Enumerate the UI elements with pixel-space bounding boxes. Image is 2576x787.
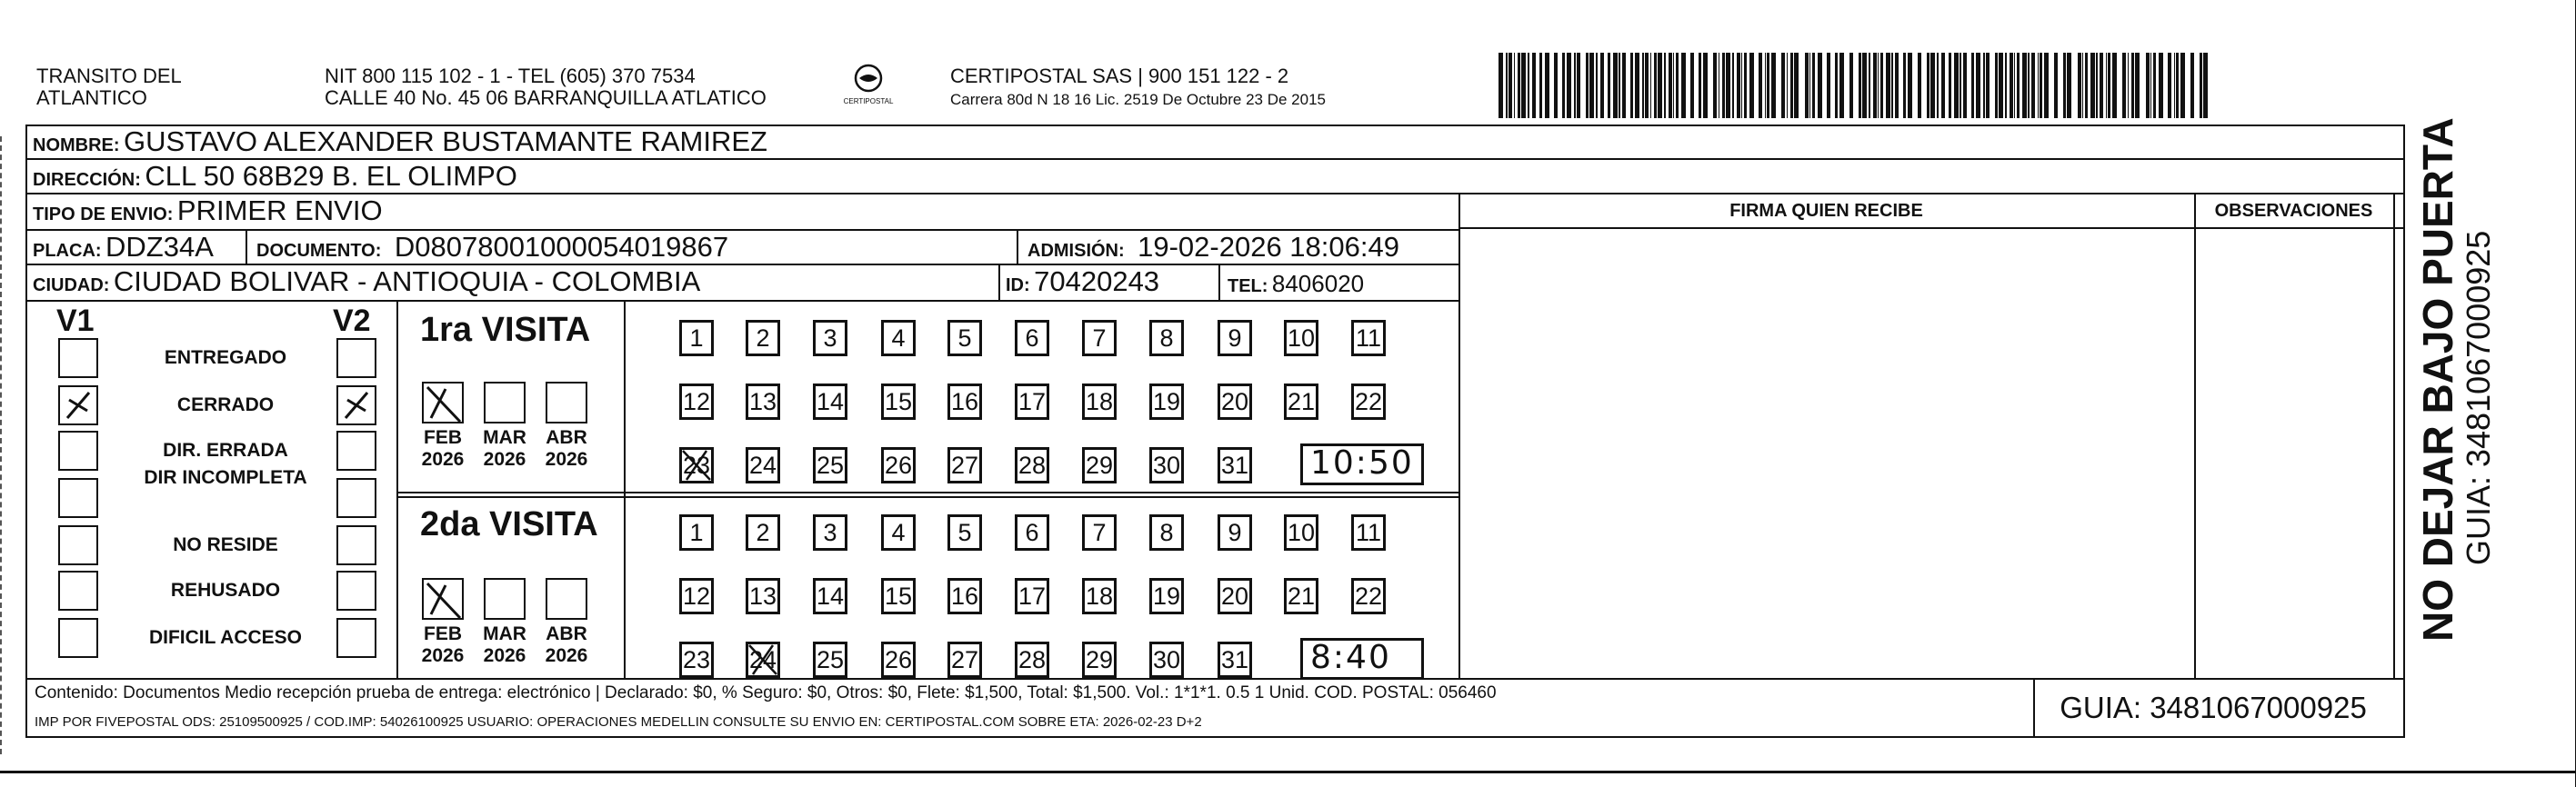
second-visit-day-6[interactable]: 6 [1015,514,1049,551]
first-visit-day-19[interactable]: 19 [1149,384,1184,420]
tipo-envio-row: TIPO DE ENVIO: PRIMER ENVIO [33,194,383,226]
month-name: FEB [424,623,462,644]
second-visit-day-7[interactable]: 7 [1082,514,1117,551]
placa-value: DDZ34A [105,231,214,263]
v1-checkbox-3[interactable] [58,431,98,471]
first-visit-time-box[interactable] [1300,443,1424,485]
first-visit-day-22[interactable]: 22 [1351,384,1386,420]
observaciones-header: OBSERVACIONES [2214,201,2373,221]
first-visit-day-30[interactable]: 30 [1149,447,1184,483]
second-visit-day-29[interactable]: 29 [1082,642,1117,678]
reason-label: DIFICIL ACCESO [148,627,302,648]
v2-checkbox-2[interactable] [336,385,376,425]
certipostal-logo [841,62,896,107]
month-name: ABR [546,623,587,644]
v1-checkbox-6[interactable] [58,571,98,611]
month-year: 2026 [545,645,588,666]
first-visit-day-18[interactable]: 18 [1082,384,1117,420]
tel-value: 8406020 [1271,270,1365,297]
first-visit-day-14[interactable]: 14 [813,384,847,420]
documento-row: DOCUMENTO: D08078001000054019867 [256,231,729,263]
second-visit-time: 8:40 [1310,639,1391,676]
first-visit-day-13[interactable]: 13 [746,384,780,420]
first-visit-day-5[interactable]: 5 [947,320,982,356]
first-visit-day-7[interactable]: 7 [1082,320,1117,356]
first-visit-day-17[interactable]: 17 [1015,384,1049,420]
v1-checkbox-7[interactable] [58,618,98,658]
admision-row: ADMISIÓN: 19-02-2026 18:06:49 [1027,231,1399,263]
first-visit-day-11[interactable]: 11 [1351,320,1386,356]
side-notice [2415,117,2497,642]
second-visit-day-1[interactable]: 1 [679,514,714,551]
direccion-value: CLL 50 68B29 B. EL OLIMPO [145,160,517,192]
first-visit-day-20[interactable]: 20 [1218,384,1252,420]
first-visit-day-15[interactable]: 15 [881,384,916,420]
first-visit-day-1[interactable]: 1 [679,320,714,356]
v2-checkbox-1[interactable] [336,338,376,378]
first-visit-time: 10:50 [1310,444,1414,482]
second-visit-day-3[interactable]: 3 [813,514,847,551]
month-name: ABR [546,427,587,448]
first-visit-day-21[interactable]: 21 [1284,384,1318,420]
first-visit-month-box[interactable] [484,382,526,423]
v1-label: V1 [56,304,95,338]
guia-box: GUIA: 3481067000925 [2060,691,2367,724]
v2-checkbox-7[interactable] [336,618,376,658]
first-visit-day-25[interactable]: 25 [813,447,847,483]
barcode [1498,53,2208,118]
second-visit-day-16[interactable]: 16 [947,578,982,614]
second-visit-month-box[interactable] [546,578,587,620]
first-visit-month-box[interactable] [422,382,464,423]
second-visit-day-10[interactable]: 10 [1284,514,1318,551]
first-visit-day-31[interactable]: 31 [1218,447,1252,483]
second-visit-day-15[interactable]: 15 [881,578,916,614]
imp-line: IMP POR FIVEPOSTAL ODS: 25109500925 / COD.IMP: 54026100925 USUARIO: OPERACIONES MEDELLIN CONSULTE SU ENVIO EN: CERTIPOSTAL.COM SOBRE ETA: 2026-02-23 D+2 [35,714,1202,730]
v1-checkbox-4[interactable] [58,478,98,518]
first-visit-day-27[interactable]: 27 [947,447,982,483]
second-visit-day-27[interactable]: 27 [947,642,982,678]
month-year: 2026 [545,449,588,470]
reason-label: DIR INCOMPLETA [144,467,307,488]
v2-checkbox-6[interactable] [336,571,376,611]
second-visit-day-19[interactable]: 19 [1149,578,1184,614]
v2-checkbox-5[interactable] [336,525,376,565]
month-year: 2026 [421,645,465,666]
nombre-row: NOMBRE: GUSTAVO ALEXANDER BUSTAMANTE RAMIREZ [33,125,767,157]
second-visit-day-22[interactable]: 22 [1351,578,1386,614]
second-visit-day-20[interactable]: 20 [1218,578,1252,614]
no-dejar-text: NO DEJAR BAJO PUERTA [2414,117,2461,642]
second-visit-day-18[interactable]: 18 [1082,578,1117,614]
side-guia-text: GUIA: 3481067000925 [2460,230,2497,565]
first-visit-day-29[interactable]: 29 [1082,447,1117,483]
first-visit-month-label [414,427,472,471]
v2-label: V2 [333,304,371,338]
second-visit-month-box[interactable] [484,578,526,620]
first-visit-day-10[interactable]: 10 [1284,320,1318,356]
second-visit-month-label [537,623,596,667]
first-visit-day-4[interactable]: 4 [881,320,916,356]
ciudad-value: CIUDAD BOLIVAR - ANTIOQUIA - COLOMBIA [113,265,701,297]
second-visit-day-28[interactable]: 28 [1015,642,1049,678]
first-visit-month-label [476,427,534,471]
reason-label: DIR. ERRADA [163,440,288,461]
second-visit-day-14[interactable]: 14 [813,578,847,614]
first-visit-month-box[interactable] [546,382,587,423]
documento-value: D08078001000054019867 [394,231,729,263]
second-visit-day-21[interactable]: 21 [1284,578,1318,614]
month-name: MAR [483,427,526,448]
second-visit-day-17[interactable]: 17 [1015,578,1049,614]
second-visit-day-31[interactable]: 31 [1218,642,1252,678]
first-visit-title: 1ra VISITA [420,311,591,349]
reason-label: REHUSADO [170,580,281,601]
first-visit-day-9[interactable]: 9 [1218,320,1252,356]
first-visit-day-16[interactable]: 16 [947,384,982,420]
first-visit-day-28[interactable]: 28 [1015,447,1049,483]
reason-label: NO RESIDE [173,534,278,555]
entity-name: TRANSITO DEL ATLANTICO [36,65,182,109]
v2-checkbox-4[interactable] [336,478,376,518]
second-visit-month-box[interactable] [422,578,464,620]
month-year: 2026 [483,449,526,470]
month-name: MAR [483,623,526,644]
first-visit-day-12[interactable]: 12 [679,384,714,420]
tel-row: TEL: 8406020 [1228,270,1365,297]
first-visit-day-2[interactable]: 2 [746,320,780,356]
second-visit-day-12[interactable]: 12 [679,578,714,614]
second-visit-day-5[interactable]: 5 [947,514,982,551]
firma-header: FIRMA QUIEN RECIBE [1729,201,1923,221]
first-visit-day-8[interactable]: 8 [1149,320,1184,356]
placa-row: PLACA: DDZ34A [33,231,214,263]
first-visit-day-24[interactable]: 24 [746,447,780,483]
month-year: 2026 [483,645,526,666]
first-visit-day-3[interactable]: 3 [813,320,847,356]
bottom-border [0,771,2576,773]
second-visit-day-8[interactable]: 8 [1149,514,1184,551]
second-visit-day-9[interactable]: 9 [1218,514,1252,551]
second-visit-day-25[interactable]: 25 [813,642,847,678]
second-visit-month-label [414,623,472,667]
month-name: FEB [424,427,462,448]
id-row: ID: 70420243 [1006,265,1160,297]
second-visit-month-label [476,623,534,667]
direccion-row: DIRECCIÓN: CLL 50 68B29 B. EL OLIMPO [33,160,517,192]
first-visit-month-label [537,427,596,471]
reason-label: ENTREGADO [164,347,287,368]
left-perforation [0,136,4,754]
v1-checkbox-1[interactable] [58,338,98,378]
ciudad-row: CIUDAD: CIUDAD BOLIVAR - ANTIOQUIA - COLOMBIA [33,265,701,297]
first-visit-day-23[interactable]: 23 [679,447,714,483]
first-visit-day-6[interactable]: 6 [1015,320,1049,356]
nombre-value: GUSTAVO ALEXANDER BUSTAMANTE RAMIREZ [124,125,767,157]
tipo-envio-value: PRIMER ENVIO [176,194,383,226]
second-visit-day-24[interactable]: 24 [746,642,780,678]
second-visit-day-13[interactable]: 13 [746,578,780,614]
second-visit-day-4[interactable]: 4 [881,514,916,551]
first-visit-day-26[interactable]: 26 [881,447,916,483]
admision-value: 19-02-2026 18:06:49 [1138,231,1399,263]
second-visit-time-box[interactable] [1300,638,1424,680]
contenido-line: Contenido: Documentos Medio recepción prueba de entrega: electrónico | Declarado: $0, % Seguro: $0, Otros: $0, Flete: $1,500, Total: $1,500. Vol.: 1*1*1. 0.5 1 Unid. COD. POSTAL: 056460 [35,683,1497,702]
v2-checkbox-3[interactable] [336,431,376,471]
entity-contact: NIT 800 115 102 - 1 - TEL (605) 370 7534 CALLE 40 No. 45 06 BARRANQUILLA ATLATICO [325,65,767,109]
second-visit-day-26[interactable]: 26 [881,642,916,678]
second-visit-day-11[interactable]: 11 [1351,514,1386,551]
courier-info: CERTIPOSTAL SAS | 900 151 122 - 2 Carrera 80d N 18 16 Lic. 2519 De Octubre 23 De 2015 [950,65,1326,108]
second-visit-day-2[interactable]: 2 [746,514,780,551]
second-visit-day-23[interactable]: 23 [679,642,714,678]
second-visit-day-30[interactable]: 30 [1149,642,1184,678]
reason-label: CERRADO [176,394,275,415]
svg-text:CERTIPOSTAL: CERTIPOSTAL [843,97,894,105]
v1-checkbox-2[interactable] [58,385,98,425]
v1-checkbox-5[interactable] [58,525,98,565]
id-value: 70420243 [1034,265,1160,297]
second-visit-title: 2da VISITA [420,505,598,543]
month-year: 2026 [421,449,465,470]
